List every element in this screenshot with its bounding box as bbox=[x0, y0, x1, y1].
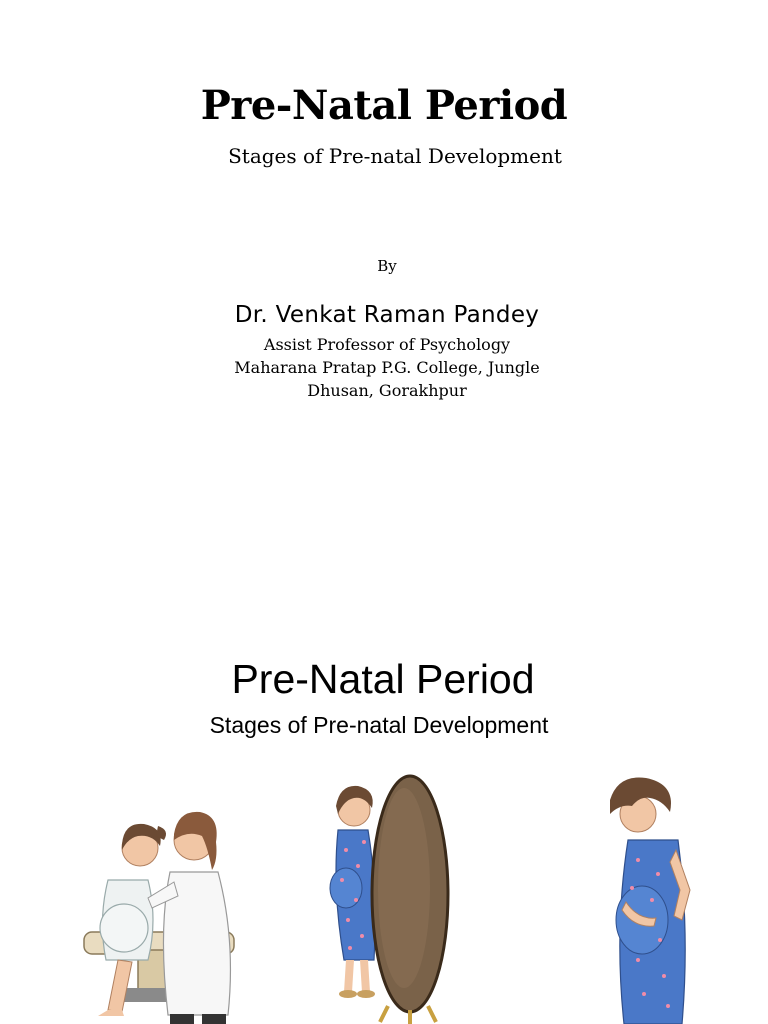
affiliation-line: Assist Professor of Psychology bbox=[263, 335, 511, 354]
pregnant-woman-at-mirror-illustration bbox=[318, 770, 458, 1024]
slide-2-subtitle: Stages of Pre-natal Development bbox=[209, 712, 549, 738]
pregnant-woman-illustration bbox=[598, 770, 698, 1024]
affiliation-line: Maharana Pratap P.G. College, Jungle bbox=[234, 358, 540, 377]
affiliation-line: Dhusan, Gorakhpur bbox=[307, 381, 467, 400]
author-affiliation bbox=[0, 333, 768, 402]
author-name: Dr. Venkat Raman Pandey bbox=[234, 302, 540, 328]
slide-1-subtitle: Stages of Pre-natal Development bbox=[228, 144, 562, 168]
slide-2 bbox=[0, 600, 768, 1024]
slide-2-title: Pre-Natal Period bbox=[231, 656, 535, 702]
pregnant-woman-with-doctor-illustration bbox=[78, 800, 248, 1024]
by-label: By bbox=[377, 257, 397, 275]
slide-1-title: Pre-Natal Period bbox=[200, 82, 568, 129]
